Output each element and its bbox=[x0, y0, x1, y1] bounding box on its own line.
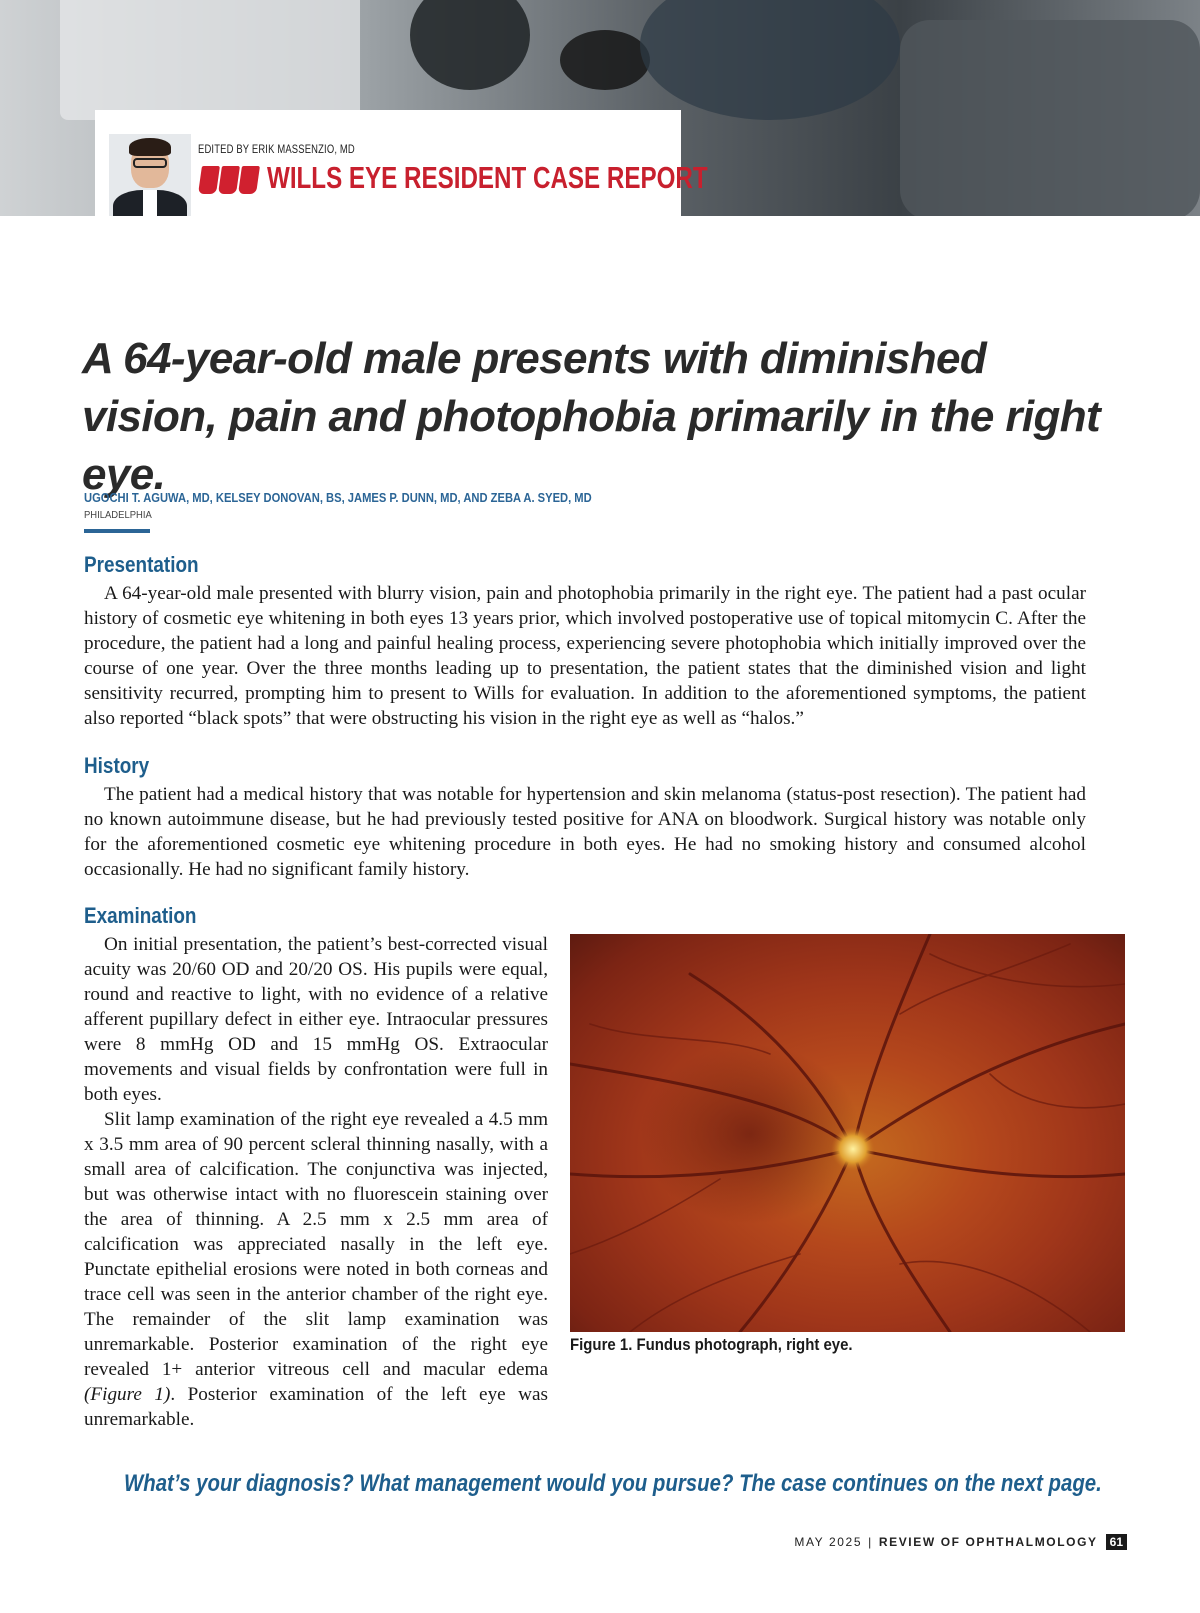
author-divider bbox=[84, 529, 150, 533]
wills-eye-logo-icon bbox=[198, 164, 260, 194]
edited-by-line: EDITED BY ERIK MASSENZIO, MD bbox=[198, 144, 355, 156]
page-footer bbox=[794, 1533, 1127, 1551]
examination-text-2-start: Slit lamp examination of the right eye revealed a 4.5 mm x 3.5 mm area of 90 percent scleral thinning nasally, with a small area of calcification. The conjunctiva was injected, but was otherwise intact with no fluorescein staining over the area of thinning. A 2.5 mm x 2.5 mm area of calcification was appreciated nasally in the left eye. Punctate epithelial erosions were noted in both corneas and trace cell was seen in the anterior chamber of the right eye. The remainder of the slit lamp examination was unremarkable. Posterior examination of the right eye revealed 1+ anterior vitreous cell and macular edema bbox=[84, 1109, 548, 1380]
magazine-name: REVIEW OF OPHTHALMOLOGY bbox=[878, 1535, 1098, 1549]
presentation-heading: Presentation bbox=[84, 552, 199, 577]
history-text: The patient had a medical history that was notable for hypertension and skin melanoma (status-post resection). The patient had no known autoimmune disease, but he had previously tested positive for ANA on bloodwork. Surgical history was notable only for the aforementioned cosmetic eye whitening procedure in both eyes. He had no smoking history and consumed alcohol occasionally. He had no significant family history. bbox=[84, 784, 1086, 880]
examination-text-2 bbox=[84, 1107, 548, 1432]
examination-text-1: On initial presentation, the patient’s best-corrected visual acuity was 20/60 OD and 20/20 OS. His pupils were equal, round and reactive to light, with no evidence of a relative afferent pupillary defect in either eye. Intraocular pressures were 8 mmHg OD and 15 mmHg OS. Extraocular movements and visual fields by confrontation were full in both eyes. bbox=[84, 934, 548, 1105]
figure-caption: Figure 1. Fundus photograph, right eye. bbox=[570, 1335, 853, 1354]
fundus-vessels bbox=[570, 934, 1125, 1332]
photo-eyepiece bbox=[560, 30, 650, 90]
fundus-photograph bbox=[570, 934, 1125, 1332]
photo-background bbox=[900, 20, 1200, 216]
photo-microscope bbox=[410, 0, 530, 90]
issue-date: MAY 2025 bbox=[794, 1535, 863, 1549]
photo-equipment bbox=[60, 0, 360, 120]
examination-heading: Examination bbox=[84, 903, 197, 928]
page-number: 61 bbox=[1106, 1534, 1127, 1550]
presentation-text: A 64-year-old male presented with blurry vision, pain and photophobia primarily in the right eye. The patient had a past ocular history of cosmetic eye whitening in both eyes 13 years prior, which involved postoperative use of topical mitomycin C. After the procedure, the patient had a long and painful healing process, experiencing severe photophobia which initially improved over the course of one year. Over the three months leading up to presentation, the patient states that the diminished vision and light sensitivity recurred, prompting him to present to Wills for evaluation. In addition to the aforementioned symptoms, the patient also reported “black spots” that were obstructing his vision in the right eye as well as “halos.” bbox=[84, 583, 1086, 729]
author-list: UGOCHI T. AGUWA, MD, KELSEY DONOVAN, BS, JAMES P. DUNN, MD, AND ZEBA A. SYED, MD bbox=[84, 490, 592, 505]
article-headline: A 64-year-old male presents with diminished vision, pain and photophobia primarily in the right eye. bbox=[82, 334, 1101, 499]
author-location: PHILADELPHIA bbox=[84, 509, 152, 521]
photo-surgeon bbox=[640, 0, 900, 120]
column-title-card bbox=[95, 110, 708, 216]
figure-reference[interactable]: (Figure 1) bbox=[84, 1384, 171, 1405]
column-title: WILLS EYE RESIDENT CASE REPORT bbox=[267, 160, 708, 195]
footer-separator: | bbox=[868, 1535, 873, 1549]
editor-headshot bbox=[109, 134, 191, 216]
examination-text-2-end: . Posterior examination of the left eye was unremarkable. bbox=[84, 1384, 548, 1430]
header-photo bbox=[0, 0, 1200, 216]
history-heading: History bbox=[84, 753, 150, 778]
next-page-callout: What’s your diagnosis? What management would you pursue? The case continues on the next page. bbox=[124, 1470, 1102, 1497]
